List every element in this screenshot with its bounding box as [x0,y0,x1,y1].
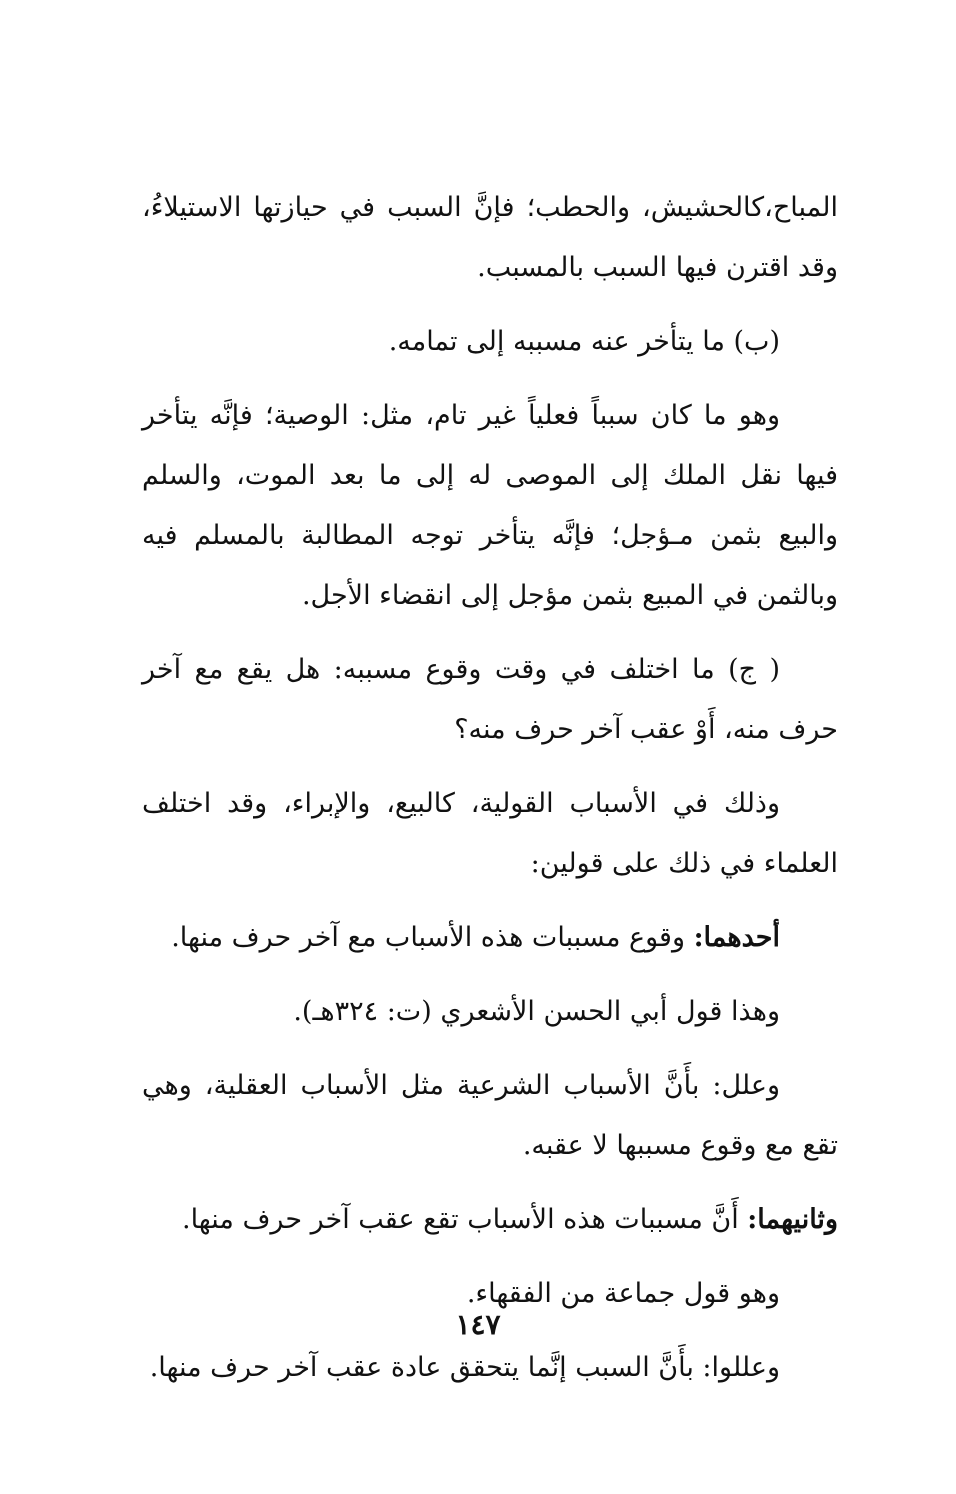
paragraph-4 [142,640,838,760]
paragraph-3 [142,386,838,626]
paragraph-10-text: وهو قول جماعة من الفقهاء. [466,1278,780,1309]
paragraph-11-text: وعللوا: بأَنَّ السبب إنَّما يتحقق عادة عقب آخر حرف منها. [149,1352,780,1383]
paragraph-2-text: (ب) ما يتأخر عنه مسببه إلى تمامه. [388,326,780,357]
paragraph-8-text: وعلل: بأَنَّ الأسباب الشرعية مثل الأسباب العقلية، وهي تقع مع وقوع مسببها لا عقبه. [142,1070,838,1161]
paragraph-4-text: ( ج) ما اختلف في وقت وقوع مسببه: هل يقع مع آخر حرف منه، أَوْ عقب آخر حرف منه؟ [142,654,838,745]
paragraph-6-lead: أحدهما: [693,922,780,953]
paragraph-1-text: المباح،كالحشيش، والحطب؛ فإنَّ السبب في حيازتها الاستيلاءُ، وقد اقترن فيها السبب بالمسبب. [142,192,838,283]
paragraph-9-lead: وثانيهما: [747,1204,838,1235]
paragraph-11 [142,1338,838,1398]
paragraph-8 [142,1056,838,1176]
paragraph-5-text: وذلك في الأسباب القولية، كالبيع، والإبراء، وقد اختلف العلماء في ذلك على قولين: [142,788,838,879]
paragraph-7-text: وهذا قول أبي الحسن الأشعري (ت: ٣٢٤هـ). [293,996,780,1027]
paragraph-2 [142,312,838,372]
paragraph-1 [142,178,838,298]
paragraph-7 [142,982,838,1042]
paragraph-5 [142,774,838,894]
paragraph-6-text: وقوع مسببات هذه الأسباب مع آخر حرف منها. [171,922,694,953]
page-number: ١٤٧ [455,1308,501,1341]
paragraph-9 [142,1190,838,1250]
paragraph-3-text: وهو ما كان سبباً فعلياً غير تام، مثل: الوصية؛ فإنَّه يتأخر فيها نقل الملك إلى الموصى له إلى ما بعد الموت، والسلم والبيع بثمن مـؤجل؛ فإنَّه يتأخر توجه المطالبة بالمسلم فيه وبالثمن في المبيع بثمن مؤجل إلى انقضاء الأجل. [142,400,838,611]
paragraph-9-text: أَنَّ مسببات هذه الأسباب تقع عقب آخر حرف منها. [182,1204,748,1235]
paragraph-6 [142,908,838,968]
